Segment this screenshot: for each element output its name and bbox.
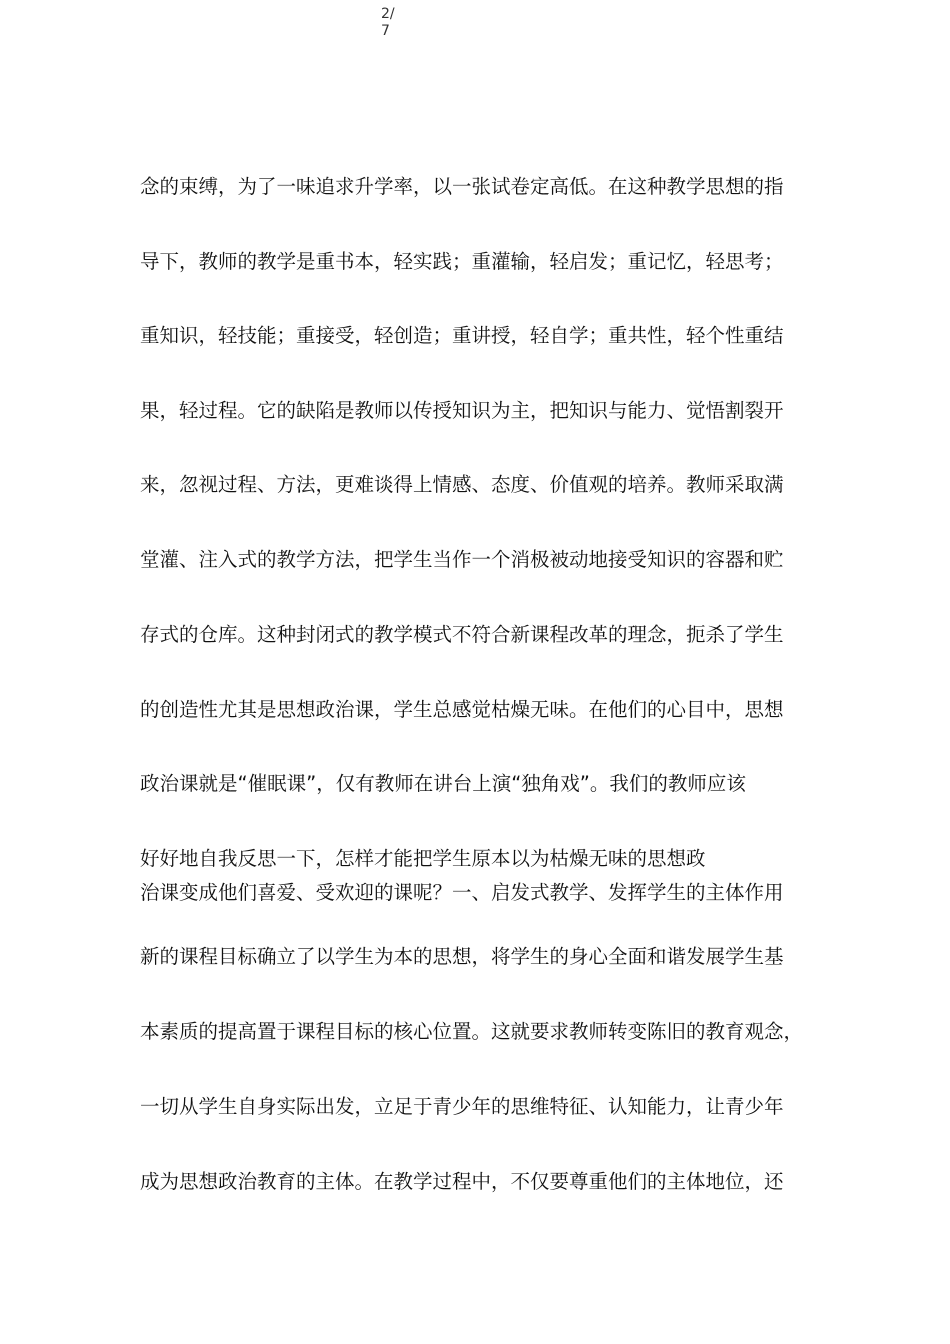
text-line: 成为思想政治教育的主体。在教学过程中，不仅要尊重他们的主体地位，还 (140, 1170, 784, 1193)
page-number-total: 7 (381, 23, 390, 39)
page-number-current: 2/ (381, 6, 395, 22)
text-line: 一切从学生自身实际出发，立足于青少年的思维特征、认知能力，让青少年 (140, 1095, 784, 1118)
text-line: 重知识，轻技能；重接受，轻创造；重讲授，轻自学；重共性，轻个性重结 (140, 324, 784, 347)
text-line: 来，忽视过程、方法，更难谈得上情感、态度、价值观的培养。教师采取满 (140, 473, 784, 496)
text-line: 新的课程目标确立了以学生为本的思想，将学生的身心全面和谐发展学生基 (140, 945, 784, 968)
text-line: 堂灌、注入式的教学方法，把学生当作一个消极被动地接受知识的容器和贮 (140, 548, 784, 571)
text-line: 好好地自我反思一下，怎样才能把学生原本以为枯燥无味的思想政 (140, 847, 706, 870)
text-line: 导下，教师的教学是重书本，轻实践；重灌输，轻启发；重记忆，轻思考； (140, 250, 784, 273)
text-line: 的创造性尤其是思想政治课，学生总感觉枯燥无味。在他们的心目中，思想 (140, 698, 784, 721)
text-line: 存式的仓库。这种封闭式的教学模式不符合新课程改革的理念，扼杀了学生 (140, 623, 784, 646)
page-number (381, 6, 395, 40)
text-line: 果，轻过程。它的缺陷是教师以传授知识为主，把知识与能力、觉悟割裂开 (140, 399, 784, 422)
text-line: 政治课就是“催眠课”，仅有教师在讲台上演“独角戏”。我们的教师应该 (140, 772, 746, 795)
text-line: 念的束缚，为了一味追求升学率，以一张试卷定高低。在这种教学思想的指 (140, 175, 784, 198)
text-line: 治课变成他们喜爱、受欢迎的课呢？一、启发式教学、发挥学生的主体作用 (140, 881, 784, 904)
text-line: 本素质的提高置于课程目标的核心位置。这就要求教师转变陈旧的教育观念， (140, 1020, 804, 1043)
